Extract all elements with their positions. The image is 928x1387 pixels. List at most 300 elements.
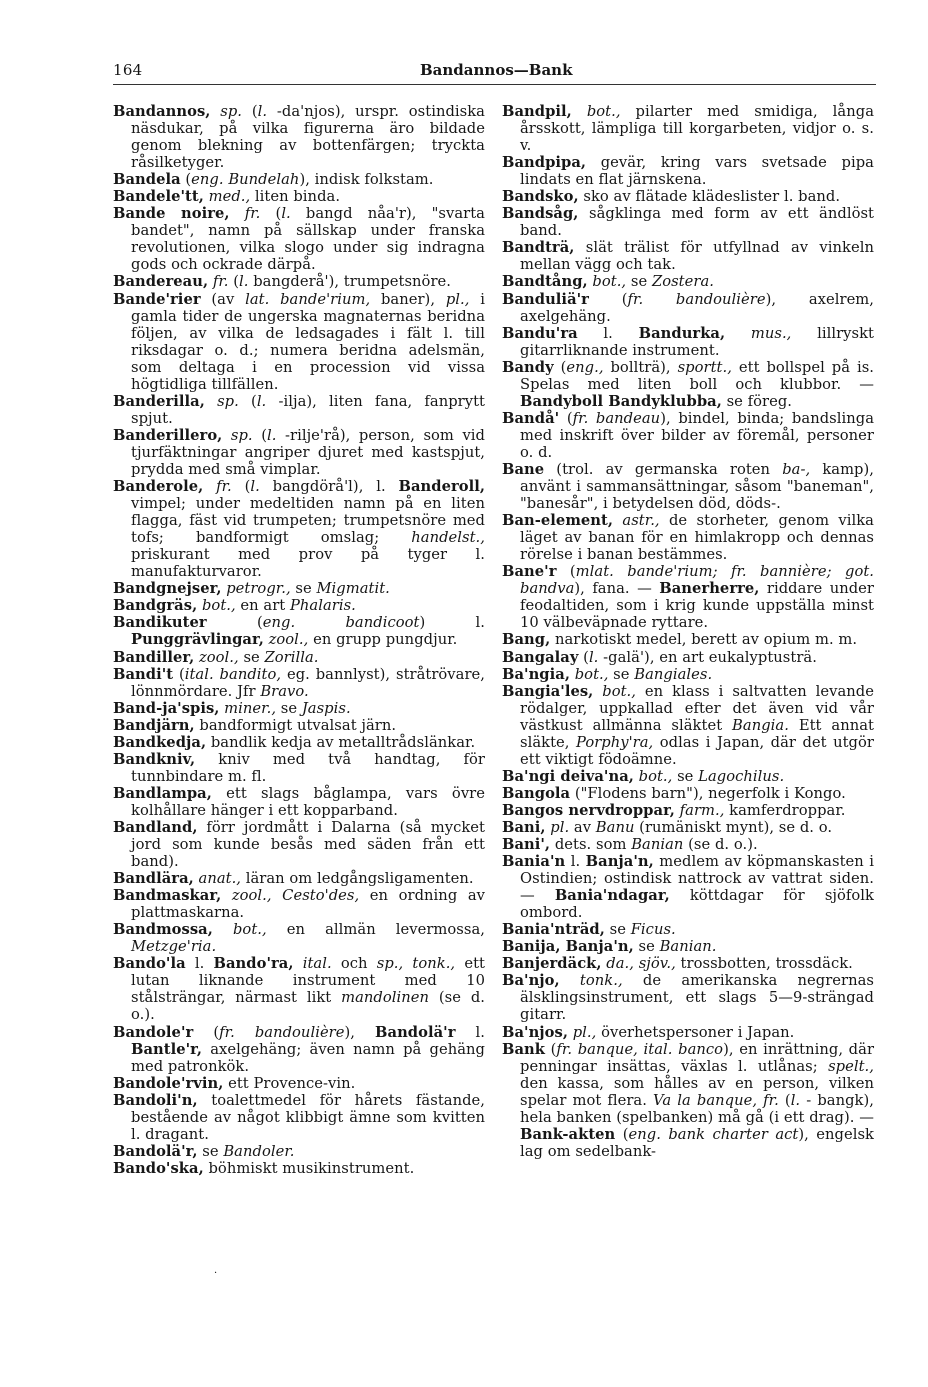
dictionary-entry [113,580,485,597]
entry-text: sågklinga med form av ett ändlöst band. [520,205,874,240]
dictionary-entry [502,512,874,563]
entry-text [205,393,217,410]
entry-headword: Bandlampa, [113,784,212,802]
entry-text: sko av flätade klädeslister l. band. [578,188,841,206]
entry-headword: Band-ja'spis, [113,699,220,717]
entry-text: gevär, kring vars svetsade pipa lindats en flat järnskena. [520,154,874,189]
entry-text: en allmän levermossa, [266,921,485,939]
dictionary-entry [502,103,874,154]
entry-text: kamferdroppar. [724,801,846,819]
entry-text: de amerikanska negrernas älsklingsinstrument, ett slags 5—9-strängad gitarr. [520,972,875,1024]
entry-text: en klass i saltvatten levande rödalger, uppkallad efter det även vid vår västkust allmänna släktet [520,682,874,734]
dictionary-entry [502,273,874,290]
entry-italic-text: l. [256,392,267,410]
entry-text: riddare under feodaltiden, som i krig kunde uppställa minst 10 välbeväpnade ryttare. [520,580,874,632]
entry-italic-text: mlat. bande'rium; fr. bannière; got. bandva [520,563,875,598]
print-speck: · [214,1268,218,1279]
entry-headword: Bangos nervdroppar, [502,801,675,819]
entry-headword: Banderillero, [113,426,223,444]
entry-text: se [276,699,302,717]
dictionary-entry [113,887,485,921]
dictionary-entry [113,478,485,580]
entry-headword: Bandlära, [113,870,194,888]
entry-headword: Bandannos, [113,103,211,120]
entry-text: slät trälist för utfyllnad av vinkeln mellan vägg och tak. [520,239,874,274]
entry-headword: Bangalay [502,648,579,666]
entry-text: priskurant med prov på tyger l. manufakturvaror. [131,546,485,581]
entry-italic-text: fr. [212,273,229,291]
dictionary-entry [113,103,485,171]
entry-text: ( [242,103,258,120]
entry-italic-text: eng., [566,358,604,376]
entry-italic-text: farm., [679,801,725,819]
dictionary-entry [113,700,485,717]
dictionary-entry [113,666,485,700]
entry-text: liten binda. [250,188,341,206]
dictionary-entry [502,768,874,785]
entry-headword: Bandgräs, [113,597,198,615]
entry-text: ett slags båglampa, vars övre kolhållare hänger i ett kopparband. [131,784,485,819]
entry-italic-text: Migmatit. [316,580,390,598]
entry-text: (se d. o.). [131,989,486,1024]
entry-headword: Bandträ, [502,239,575,257]
dictionary-entry [113,717,485,734]
dictionary-entry [113,273,485,290]
entry-text: axelgehäng; även namn på gehäng med patronkök. [131,1040,485,1075]
entry-headword: Bandikuter [113,614,207,632]
entry-headword: Bania'n [502,853,566,871]
entry-headword: Bandela [113,171,181,189]
page-number: 164 [113,61,143,79]
entry-text: - bangk), hela banken (spelbanken) må gå (i ett drag). — [520,1091,874,1126]
entry-text: pilarter med smidiga, långa årsskott, lämpliga till korgarbeten, vidjor o. s. v. [520,103,875,155]
entry-text [222,427,231,444]
dictionary-entry [502,239,874,273]
entry-italic-text: Zorilla. [264,648,319,666]
dictionary-entry [113,1092,485,1143]
entry-headword: Bandmaskar, [113,887,222,905]
dictionary-entry [502,921,874,938]
entry-text: böhmiskt musikinstrument. [203,1159,415,1177]
entry-italic-text: sp. [230,426,253,444]
dictionary-entry [502,291,874,325]
entry-headword: Bank-akten [520,1125,616,1143]
entry-italic-text: Porphy'ra, [575,733,654,751]
entry-text: de storheter, genom vilka läget av banan för en himlakropp och dennas rörelse i banan bestämmes. [520,512,874,564]
dictionary-entry [113,955,485,1023]
dictionary-entry [502,1024,874,1041]
entry-text: trossbotten, trossdäck. [675,955,853,973]
entry-headword: Bandsåg, [502,205,579,223]
entry-text: ( [545,1040,557,1058]
entry-italic-text: sp. [217,392,239,410]
entry-italic-text: mandolinen [341,989,430,1007]
entry-headword: Banderoll, [398,478,486,496]
entry-headword: Bandland, [113,818,198,836]
entry-headword: Ban-element, [502,512,614,530]
entry-italic-text: l. [250,478,260,496]
entry-text: köttdagar för sjöfolk ombord. [520,887,874,922]
entry-text: -rilje'rå), person, som vid tjurfäktningar angriper djuret med kastspjut, prydda med små vimplar. [131,426,485,478]
entry-italic-text: tonk., [579,972,623,990]
entry-italic-text: ital. [302,955,332,973]
dictionary-entry [113,785,485,819]
entry-headword: Bank [502,1040,545,1058]
dictionary-entry [502,666,874,683]
entry-italic-text: Jaspis. [301,699,351,717]
entry-italic-text: Ficus. [630,921,676,939]
entry-text: vimpel; under medeltiden namn på en liten flagga, fäst vid trumpeten; trumpetsnöre med tofs; bandformigt omslag; [131,495,485,547]
entry-italic-text: spelt., [828,1057,874,1075]
entry-text [725,325,751,342]
dictionary-entry [502,461,874,512]
entry-headword: Bandolä'r [375,1023,456,1041]
entry-text: baner), [370,290,446,308]
dictionary-entry [502,410,874,461]
entry-italic-text: eng. bandicoot [262,614,420,632]
dictionary-entry [113,427,485,478]
entry-text: av [569,818,596,836]
entry-text: dets. som [550,836,632,854]
entry-text: ( [228,273,240,291]
entry-headword: Banduliä'r [502,290,589,308]
entry-text: bandlik kedja av metalltrådslänkar. [206,733,476,751]
entry-text: se [626,273,652,291]
entry-italic-text: Va la banque, fr. [653,1091,779,1109]
dictionary-entry [502,802,874,819]
entry-text: ett lutan liknande instrument med 10 stålsträngar, närmast likt [131,955,485,1007]
entry-text: ( [778,1091,791,1109]
entry-italic-text: Lagochilus. [698,767,785,785]
entry-text: ( [615,1125,629,1143]
entry-text: kniv med två handtag, för tunnbindare m. fl. [131,750,485,785]
entry-headword: Bandereau, [113,273,209,291]
entry-text: eg. bannlyst), stråtrövare, lönnmördare. Jfr [131,665,485,700]
entry-headword: Bania'ndagar, [554,887,670,905]
dictionary-entry [113,734,485,751]
entry-text: odlas i Japan, där det utgör ett viktigt födoämne. [520,733,874,768]
entry-italic-text: lat. bande'rium, [245,290,371,308]
dictionary-entry [502,188,874,205]
dictionary-entry [502,563,874,631]
entry-text: ( [180,171,192,189]
entry-italic-text: med., [208,188,251,206]
entry-headword: Banderole, [113,478,204,496]
dictionary-entry [502,938,874,955]
dictionary-entry [113,649,485,666]
dictionary-entry [113,205,485,273]
entry-text: ( [173,665,185,683]
entry-text: förr jordmått i Dalarna (så mycket jord som kunde besås med säden från ett band). [131,818,485,871]
entry-text: i gamla tider de ungerska magnaternas beridna följen, av vilka de ledsagades i fält l. till riksdagar o. d.; numera beridna adelsmän, som deltaga i en procession vid vissa högtidliga tillfällen. [131,290,485,393]
entry-text: ), indisk folkstam. [299,171,434,189]
dictionary-entry [502,154,874,188]
entry-text: den kassa, som hålles av en person, vilken spelar mot flera. [520,1074,874,1109]
entry-text: bandformigt utvalsat järn. [194,716,397,734]
dictionary-entry [502,631,874,648]
entry-text: kamp), använt i sammansättningar, såsom "baneman", "banesår", i betydelsen död, döds-. [520,460,874,513]
entry-italic-text: l. [239,273,249,291]
entry-text: ) l. [419,614,486,632]
entry-text: (se d. o.). [683,836,758,854]
entry-text: ( [556,563,576,581]
entry-text: l. [565,853,586,871]
entry-text: l. [577,324,639,342]
entry-headword: Bandgnejser, [113,580,222,598]
entry-text: bangderå'), trumpetsnöre. [248,273,451,291]
dictionary-entry [502,972,874,1023]
entry-italic-text: bot., [574,665,609,683]
entry-text: se föreg. [721,392,793,410]
dictionary-entry [113,1075,485,1092]
entry-italic-text: miner., [224,699,277,717]
dictionary-entry [502,359,874,410]
entry-headword: Bando'ra, [213,955,294,973]
entry-headword: Bandpipa, [502,154,587,172]
entry-text: ( [578,648,589,666]
entry-italic-text: fr. bandoulière [219,1023,345,1041]
dictionary-entry [502,836,874,853]
entry-text [294,955,303,972]
entry-text: toalettmedel för hårets fästande, bestående av något klibbigt ämne som kvitten l. dragant. [131,1091,485,1143]
entry-headword: Ba'ngia, [502,665,570,683]
dictionary-entry [113,1024,485,1075]
entry-text [230,205,245,222]
entry-text: ett Provence-vin. [223,1074,356,1092]
entry-headword: Bandå' [502,409,560,427]
entry-text [613,512,622,529]
entry-headword: Bandiller, [113,648,195,666]
dictionary-entry [113,921,485,955]
entry-text: bangd nåa'r), "svarta bandet", namn på sällskap under franska revolutionen, vilka slogo under sig indragna gods och ockrade därpå. [131,205,485,274]
entry-text: ( [260,205,282,223]
entry-text: se [604,921,631,939]
entry-italic-text: eng. bank charter act [628,1125,799,1143]
dictionary-entry [113,819,485,870]
entry-text: ett bollspel på is. Spelas med liten boll och klubbor. — [520,358,875,393]
entry-italic-text: zool., [268,631,309,649]
entry-italic-text: Phalaris. [289,597,356,615]
entry-text: ( [252,426,267,444]
entry-italic-text: l. [257,103,268,120]
dictionary-entry [113,291,485,393]
entry-text: en art [235,597,290,615]
dictionary-entry [502,649,874,666]
entry-text: -galä'), en art eukalyptusträ. [598,648,817,666]
entry-italic-text: Bandoler. [223,1142,295,1160]
dictionary-entry [113,1143,485,1160]
entry-italic-text: astr., [622,512,660,530]
entry-italic-text: Banian [631,836,684,854]
entry-text: ), fana. — [574,580,660,598]
dictionary-entry [502,325,874,359]
entry-italic-text: bot., [602,682,636,700]
entry-italic-text: l. [790,1091,801,1109]
dictionary-entry [113,870,485,887]
entry-italic-text: sp. [220,103,243,120]
entry-italic-text: zool., Cesto'des, [231,887,360,905]
entry-text [593,683,602,700]
entry-headword: Punggrävlingar, [131,631,264,649]
entry-headword: Bandole'r [113,1023,194,1041]
entry-headword: Banerherre, [659,580,760,598]
entry-italic-text: sp., tonk., [376,955,456,973]
entry-headword: Banja'n, [585,853,654,871]
entry-headword: Ba'njos, [502,1023,568,1041]
entry-italic-text: petrogr., [226,580,291,598]
dictionary-entry [502,853,874,921]
entry-italic-text: Zostera. [651,273,714,291]
entry-text: ( [193,1023,220,1041]
entry-headword: Bande noire, [113,205,230,223]
entry-italic-text: anat., [198,870,242,888]
entry-text: ( [231,478,251,496]
dictionary-entry [502,955,874,972]
dictionary-entry [502,683,874,768]
dictionary-entry [113,751,485,785]
entry-italic-text: pl. [550,818,570,836]
entry-text: ("Flodens barn"), negerfolk i Kongo. [570,784,846,802]
entry-text: bollträ), [603,358,678,376]
entry-headword: Bandtång, [502,273,588,291]
entry-text: (rumäniskt mynt), se d. o. [634,818,833,836]
entry-headword: Bandolä'r, [113,1142,198,1160]
entry-text: en ordning av plattmaskarna. [131,887,486,922]
entry-text: ( [588,290,628,308]
entry-text: -da'njos), urspr. ostindiska näsdukar, på vilka figurerna äro bildade genom blekning av bottenfärgen; tryckta råsilketyger. [131,103,485,172]
entry-headword: Ba'ngi deiva'na, [502,767,634,785]
entry-headword: Bandyboll Bandyklubba, [520,392,722,410]
dictionary-entry [502,205,874,239]
dictionary-entry [113,188,485,205]
entry-italic-text: handelst., [411,529,485,547]
entry-headword: Bandole'rvin, [113,1074,224,1092]
entry-headword: Bania'nträd, [502,921,605,939]
entry-text: narkotiskt medel, berett av opium m. m. [550,631,858,649]
entry-italic-text: l. [281,205,291,223]
entry-text [213,921,233,938]
entry-italic-text: ba-, [782,460,811,478]
entry-text: ( [238,392,257,410]
entry-italic-text: fr. banque, ital. banco [556,1040,724,1058]
entry-text: se [290,580,317,598]
entry-headword: Bandjärn, [113,716,195,734]
dictionary-entry [502,1041,874,1160]
entry-headword: Bando'la [113,955,186,973]
entry-italic-text: fr. bandoulière [627,290,766,308]
entry-text: lillryskt gitarrliknande instrument. [520,324,875,359]
entry-text: se [238,648,265,666]
entry-text: och [331,955,377,973]
entry-text: se [197,1142,224,1160]
entry-headword: Bandsko, [502,188,579,206]
entry-text: se [672,767,699,785]
entry-headword: Bani, [502,818,546,836]
entry-italic-text: mus., [750,324,792,342]
entry-italic-text: fr. bandeau [572,409,661,427]
entry-headword: Bando'ska, [113,1159,204,1177]
entry-headword: Bane [502,460,545,478]
entry-text: ), bindel, binda; bandslinga med inskrift över bilder av föremål, personer o. d. [520,409,875,461]
entry-text: medlem av köpmanskasten i Ostindien; ostindisk nattrock av vattrat siden. — [520,853,875,905]
entry-text: läran om ledgångsligamenten. [241,870,474,888]
entry-headword: Bane'r [502,563,557,581]
entry-text: överhetspersoner i Japan. [596,1023,795,1041]
right-column [502,103,874,1160]
entry-text: Ett annat släkte, [520,716,874,751]
entry-headword: Bandele'tt, [113,188,204,206]
entry-headword: Bandi't [113,665,174,683]
entry-italic-text: da., sjöv., [606,955,676,973]
entry-text: se [608,665,635,683]
entry-text [560,972,580,989]
entry-italic-text: bot., [586,103,621,120]
entry-italic-text: bot., [201,597,236,615]
running-head: Bandannos—Bank [420,61,573,79]
dictionary-entry [113,393,485,427]
entry-text: en grupp pungdjur. [308,631,458,649]
entry-headword: Bangia'les, [502,682,594,700]
entry-text [572,103,587,120]
entry-text: -ilja), liten fana, fanprytt spjut. [131,392,486,427]
dictionary-entry [113,1160,485,1177]
entry-headword: Bangola [502,784,571,802]
entry-text: l. [185,955,214,973]
entry-italic-text: sportt., [677,358,732,376]
entry-headword: Bandoli'n, [113,1091,198,1109]
entry-text: ), engelsk lag om sedelbank- [520,1125,875,1160]
dictionary-entry [113,171,485,188]
entry-headword: Bande'rier [113,290,201,308]
entry-text [221,887,232,904]
entry-text: ( [206,614,263,632]
entry-italic-text: fr. [244,205,261,223]
entry-italic-text: l. [588,648,599,666]
entry-text: ( [553,358,567,376]
entry-headword: Bandkniv, [113,750,196,768]
entry-text: se [633,938,660,956]
entry-italic-text: bot., [592,273,627,291]
entry-italic-text: pl., [445,290,470,308]
entry-italic-text: Bangia. [732,716,789,734]
entry-headword: Bandpil, [502,103,572,120]
entry-text [210,103,220,120]
entry-italic-text: Bravo. [260,682,309,700]
entry-headword: Banderilla, [113,392,205,410]
entry-text: l. [455,1023,486,1041]
entry-headword: Bani', [502,836,551,854]
entry-headword: Bandu'ra [502,324,578,342]
entry-text: (trol. av germanska roten [544,460,783,478]
entry-text: ), axelrem, axelgehäng. [520,290,875,325]
entry-text: ), en inrättning, där penningar insättas, växlas l. utlånas; [520,1040,875,1075]
entry-text: (av [200,290,246,308]
header-rule [113,84,876,85]
entry-headword: Bandy [502,358,554,376]
entry-italic-text: Banu [595,818,635,836]
entry-headword: Bang, [502,631,551,649]
entry-headword: Bandmossa, [113,921,213,939]
entry-italic-text: bot., [638,767,673,785]
dictionary-entry [502,819,874,836]
entry-headword: Bantle'r, [131,1040,203,1058]
entry-text [203,478,216,495]
dictionary-entry [113,597,485,614]
entry-headword: Banjerdäck, [502,955,602,973]
entry-italic-text: Metzge'ria. [131,938,217,956]
entry-italic-text: Banian. [659,938,717,956]
entry-text: ), [344,1023,376,1041]
